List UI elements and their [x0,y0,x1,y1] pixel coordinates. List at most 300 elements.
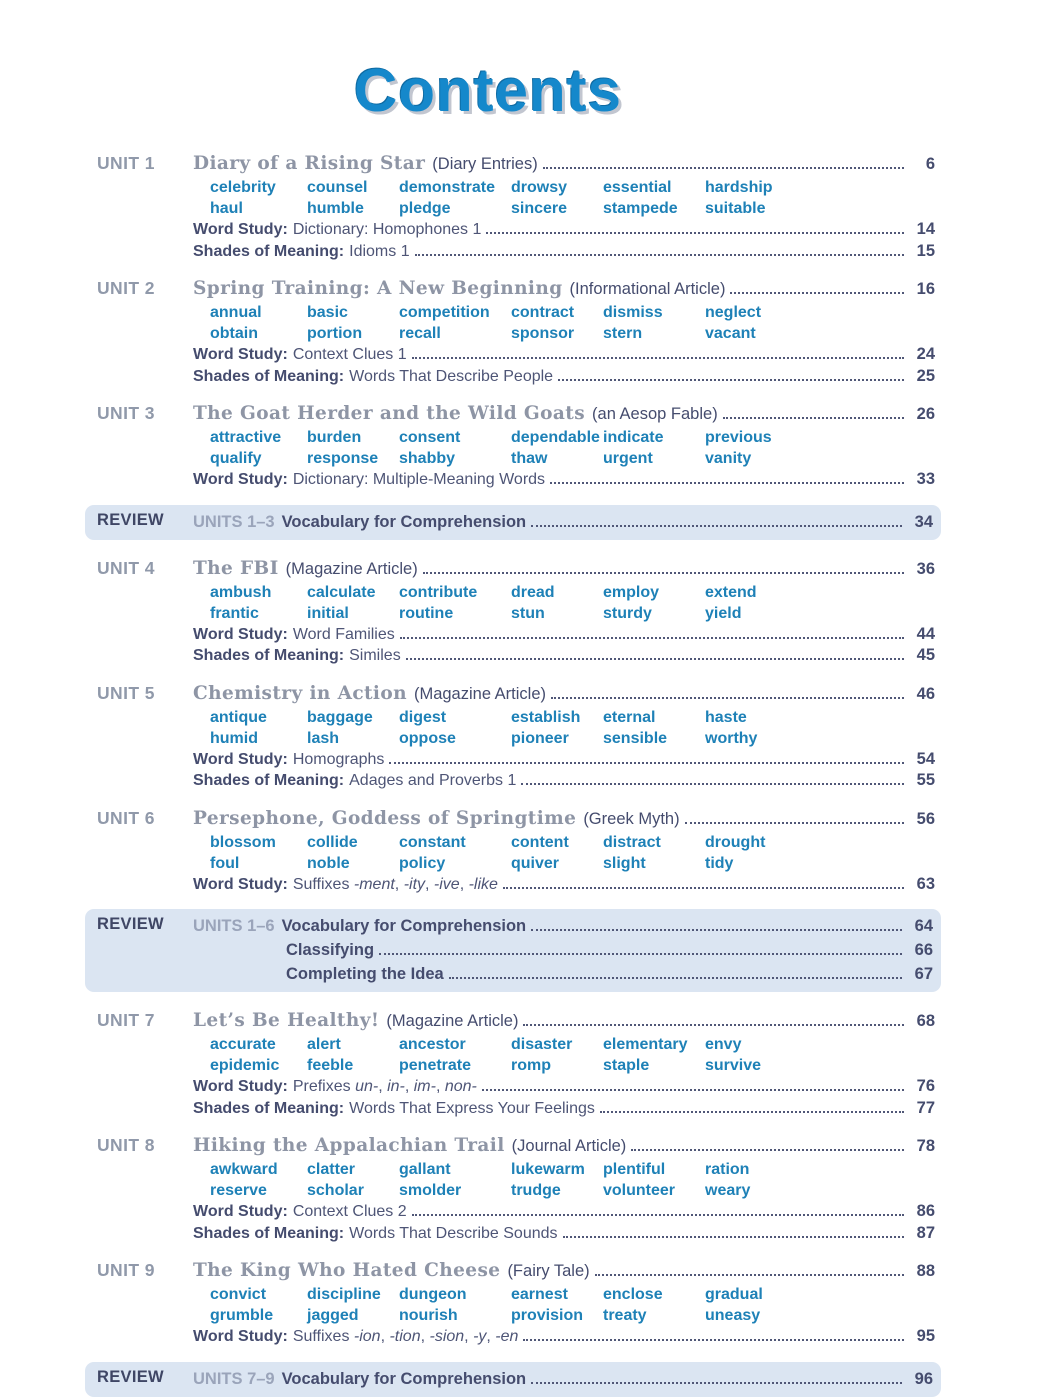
vocab-word: content [511,833,569,851]
page-number: 16 [916,280,935,298]
study-label: Word Study: [193,750,288,768]
vocab-word: reserve [210,1182,267,1199]
vocab-word: quiver [511,854,560,872]
study-segment: Dictionary: Multiple-Meaning Words [292,471,546,488]
study-segment: Adages and Proverbs 1 [349,772,517,789]
vocab-word: burden [307,429,362,446]
unit-title-line [193,1133,935,1159]
vocab-word: distract [603,833,661,851]
vocab-word: dismiss [603,304,663,321]
vocab-word: previous [705,429,772,446]
page-number: 25 [916,366,935,385]
vocab-word: treaty [603,1307,647,1324]
vocab-word: plentiful [603,1161,666,1178]
study-label: Shades of Meaning: [193,1224,345,1242]
study-label: Word Study: [193,875,288,893]
study-line [193,1098,935,1120]
study-text [349,366,553,388]
study-label: Shades of Meaning: [193,242,345,260]
vocab-word-row [193,198,935,219]
page-number: 68 [916,1012,935,1030]
vocab-word: hardship [705,179,773,196]
study-segment: , [464,1328,474,1345]
study-segment: , [394,875,404,893]
review-entry [85,1362,941,1397]
study-line [193,1076,935,1098]
study-line [193,1201,935,1223]
vocab-word: baggage [307,708,373,726]
leader-dots [543,167,904,169]
study-label: Word Study: [193,625,288,643]
vocab-word: oppose [399,729,456,747]
vocab-word: celebrity [210,179,276,196]
page-number: 78 [916,1137,935,1155]
vocab-word: indicate [603,429,664,446]
unit-genre: (Magazine Article) [413,684,547,703]
review-row-text: Vocabulary for Comprehension [281,512,527,531]
unit-title-line [193,681,935,707]
vocab-word: jagged [307,1307,359,1324]
study-text [293,874,498,896]
study-text [349,770,516,792]
page-number: 45 [916,646,935,664]
unit-content [193,151,935,262]
study-line [193,219,935,241]
vocab-word: blossom [210,833,276,851]
study-segment: Context Clues 1 [292,346,407,363]
page-number: 64 [914,917,933,935]
leader-dots [595,1274,904,1276]
study-segment: Similes [349,647,401,664]
leader-dots [449,977,902,979]
vocab-word: clatter [307,1161,356,1178]
vocab-word-row [193,323,935,344]
page-number: 36 [916,559,935,578]
study-segment: im- [413,1078,436,1095]
study-segment: , [404,1078,414,1095]
study-label: Shades of Meaning: [193,772,345,789]
unit-number-label: UNIT 6 [97,807,155,828]
study-segment: Dictionary: Homophones 1 [292,221,482,238]
vocab-word: ration [705,1161,750,1178]
leader-dots [482,1089,904,1091]
unit-genre: (Magazine Article) [285,559,418,578]
study-segment: , [435,1078,445,1095]
leader-dots [531,929,902,931]
unit-genre: (Magazine Article) [386,1012,519,1030]
unit-number-label: UNIT 5 [97,682,155,703]
vocab-word-row [193,728,935,749]
vocab-word-row [193,1034,935,1055]
vocab-word: foul [210,854,240,872]
vocab-word: sincere [511,200,568,217]
leader-dots [503,887,904,889]
study-label: Shades of Meaning: [193,367,345,385]
unit-title-line [193,151,935,177]
vocab-word: attractive [210,429,282,446]
study-line [193,366,935,388]
study-line [193,645,935,667]
page-title: Contents [354,57,622,124]
page-number: 86 [916,1202,935,1220]
study-segment: Words That Describe People [349,367,554,385]
study-segment: -y [473,1328,487,1345]
vocab-word: dungeon [399,1286,467,1303]
study-label: Word Study: [193,1078,288,1095]
study-segment: Words That Describe Sounds [349,1224,558,1242]
unit-entry [97,1258,935,1348]
review-row-text: Completing the Idea [286,965,444,983]
vocab-word: lash [307,729,340,747]
vocab-word: disaster [511,1036,573,1053]
vocab-word: vacant [705,325,756,342]
page-number: 96 [914,1369,933,1388]
vocab-word: stampede [603,200,678,217]
vocab-word: staple [603,1057,650,1074]
unit-genre: (Diary Entries) [432,155,538,173]
unit-genre: (Journal Article) [511,1137,627,1155]
study-line [193,1223,935,1245]
vocab-word: noble [307,854,350,872]
vocab-word-row [193,302,935,323]
study-text [293,624,395,646]
review-row-text: Vocabulary for Comprehension [281,1369,527,1388]
unit-entry [97,1133,935,1244]
study-line [193,344,935,366]
vocab-word: frantic [210,604,259,622]
study-segment: , [486,1328,496,1345]
vocab-word: feeble [307,1057,354,1074]
vocab-word: trudge [511,1182,561,1199]
review-label: REVIEW [97,510,164,529]
vocab-word: yield [705,604,742,622]
vocab-word: tidy [705,854,734,872]
study-line [193,1326,935,1348]
vocab-word: alert [307,1036,341,1053]
page-number: 46 [916,684,935,703]
vocab-word: gallant [399,1161,451,1178]
vocab-word: eternal [603,708,656,726]
study-segment: -like [468,875,498,893]
vocab-word: extend [705,583,757,601]
study-segment: -ity [403,875,426,893]
vocab-word: establish [511,708,581,726]
vocab-word: penetrate [399,1057,472,1074]
vocab-word: weary [705,1182,751,1199]
page-number: 44 [916,624,935,643]
page-number: 54 [916,749,935,768]
vocab-word: dependable [511,429,600,446]
vocab-word-row [193,1284,935,1305]
page-number: 88 [916,1262,935,1280]
vocab-word-row [193,1055,935,1076]
study-text [293,469,545,491]
study-line [193,241,935,263]
study-text [349,645,401,667]
unit-genre: (an Aesop Fable) [592,405,718,423]
review-row [193,510,933,534]
vocab-word: sturdy [603,604,652,622]
review-units-range: UNITS 1–6 [193,917,275,935]
study-label: Word Study: [193,1203,288,1220]
unit-title: Persephone, Goddess of Springtime [193,807,577,829]
unit-title-line [193,1258,935,1284]
unit-content [193,1133,935,1244]
vocab-word: calculate [307,583,376,601]
vocab-word: dread [511,583,555,601]
toc-list [97,151,935,1397]
vocab-word-row [193,707,935,728]
vocab-word-row [193,582,935,603]
vocab-word: annual [210,304,262,321]
review-row [193,938,933,962]
unit-genre: (Fairy Tale) [507,1262,590,1280]
unit-content [193,276,935,387]
vocab-word: envy [705,1036,742,1053]
leader-dots [531,525,902,527]
vocab-word: uneasy [705,1307,761,1324]
vocab-word: policy [399,854,446,872]
unit-title: The Goat Herder and the Wild Goats [193,403,586,424]
page-number: 34 [914,512,933,531]
page-number: 15 [916,241,935,260]
study-segment: Word Families [292,625,395,643]
vocab-word: drought [705,833,766,851]
study-text [293,1326,519,1348]
study-text [293,344,407,366]
page-number: 76 [916,1077,935,1095]
leader-dots [486,232,904,234]
vocab-word: discipline [307,1286,381,1303]
vocab-word: urgent [603,450,653,467]
page-number: 87 [916,1223,935,1242]
review-row [193,962,933,986]
unit-number-label: UNIT 8 [97,1135,155,1155]
vocab-word: slight [603,854,646,872]
vocab-word: pledge [399,200,451,217]
page-number: 77 [916,1098,935,1117]
study-segment: Suffixes [292,875,354,893]
vocab-word: neglect [705,304,762,321]
study-label: Word Study: [193,221,288,238]
unit-title-line [193,556,935,582]
page-number: 63 [916,874,935,893]
study-segment: -tion [389,1328,421,1345]
study-text [349,241,409,263]
study-text [293,219,482,241]
study-line [193,624,935,646]
vocab-word: volunteer [603,1182,676,1199]
vocab-word: collide [307,833,358,851]
leader-dots [563,1236,904,1238]
vocab-word: earnest [511,1286,568,1303]
review-entry [85,505,941,540]
vocab-word: competition [399,304,490,321]
vocab-word: smolder [399,1182,462,1199]
unit-title-line [193,806,935,832]
vocab-word: shabby [399,450,456,467]
study-segment: Suffixes [292,1328,354,1345]
page-number: 56 [916,809,935,828]
unit-title: The FBI [193,557,279,579]
study-segment: -ment [353,875,395,893]
study-line [193,770,935,792]
study-segment: in- [387,1078,405,1095]
leader-dots [523,1024,904,1026]
unit-content [193,401,935,491]
vocab-word: portion [307,325,363,342]
vocab-word: recall [399,325,441,342]
leader-dots [423,572,904,574]
vocab-word: basic [307,304,348,321]
study-segment: non- [444,1078,477,1095]
unit-genre: (Informational Article) [569,280,726,298]
study-label: Word Study: [193,1328,288,1345]
review-label: REVIEW [97,915,164,933]
unit-entry [97,276,935,387]
leader-dots [389,762,904,764]
unit-entry [97,681,935,792]
vocab-word: ancestor [399,1036,466,1053]
leader-dots [600,1111,904,1113]
study-label: Shades of Meaning: [193,1099,345,1117]
vocab-word: antique [210,708,267,726]
leader-dots [415,254,904,256]
leader-dots [523,1339,904,1341]
vocab-word-row [193,832,935,853]
study-text [293,749,385,771]
unit-title: Chemistry in Action [193,682,407,704]
study-line [193,749,935,771]
study-segment: Context Clues 2 [292,1203,407,1220]
vocab-word: provision [511,1307,584,1324]
page-number: 95 [916,1327,935,1345]
vocab-word: gradual [705,1286,763,1303]
study-label: Word Study: [193,471,288,488]
vocab-word: digest [399,708,447,726]
vocab-word-row [193,853,935,874]
vocab-word: lukewarm [511,1161,585,1178]
study-text [349,1098,595,1120]
review-entry [85,909,941,992]
vocab-word: counsel [307,179,368,196]
unit-number-label: UNIT 3 [97,403,155,423]
vocab-word-row [193,1305,935,1326]
vocab-word: grumble [210,1307,274,1324]
review-rows [193,914,933,986]
vocab-word: obtain [210,325,258,342]
vocab-word: sensible [603,729,668,747]
vocab-word: vanity [705,450,752,467]
unit-title: Diary of a Rising Star [193,153,426,174]
vocab-word: nourish [399,1307,458,1324]
unit-entry [97,151,935,262]
review-label: REVIEW [97,1367,164,1386]
vocab-word: humid [210,729,258,747]
study-segment: , [425,875,434,893]
leader-dots [406,658,904,660]
leader-dots [521,783,904,785]
review-row [193,1367,933,1391]
study-segment: Idioms 1 [349,242,410,260]
unit-entry [97,556,935,667]
study-text [293,1076,477,1098]
vocab-word: romp [511,1057,551,1074]
study-segment: , [420,1328,430,1345]
review-rows [193,510,933,534]
vocab-word: response [307,450,379,467]
unit-title: Spring Training: A New Beginning [193,278,563,299]
vocab-word: haste [705,708,747,726]
page-number: 6 [925,155,935,173]
vocab-word: constant [399,833,466,851]
vocab-word: stern [603,325,643,342]
page-number: 67 [914,965,933,983]
study-line [193,874,935,896]
study-segment: Prefixes [292,1078,356,1095]
vocab-word: contract [511,304,575,321]
leader-dots [412,357,904,359]
unit-genre: (Greek Myth) [583,809,680,828]
leader-dots [723,417,904,419]
study-text [293,1201,407,1223]
leader-dots [685,822,904,824]
unit-title: The King Who Hated Cheese [193,1260,501,1281]
leader-dots [550,482,904,484]
unit-content [193,806,935,896]
study-segment: -en [495,1328,519,1345]
vocab-word: humble [307,200,364,217]
leader-dots [412,1214,904,1216]
unit-content [193,681,935,792]
vocab-word: pioneer [511,729,569,747]
unit-title: Hiking the Appalachian Trail [193,1135,505,1156]
review-row-text: Vocabulary for Comprehension [281,917,527,935]
page-number: 55 [916,771,935,789]
vocab-word: awkward [210,1161,278,1178]
study-segment: Words That Express Your Feelings [349,1099,595,1117]
study-segment: -ive [433,875,460,893]
unit-content [193,556,935,667]
vocab-word-row [193,603,935,624]
leader-dots [558,379,904,381]
page-number: 66 [914,941,933,959]
study-segment: -ion [353,1328,381,1345]
study-segment: un- [355,1078,379,1095]
study-segment: , [378,1078,388,1095]
study-label: Shades of Meaning: [193,647,345,664]
unit-title: Let’s Be Healthy! [193,1010,380,1031]
leader-dots [531,1382,902,1384]
vocab-word: accurate [210,1036,276,1053]
page-number: 26 [916,405,935,423]
vocab-word-row [193,448,935,469]
review-row-text: Classifying [286,941,375,959]
vocab-word: haul [210,200,243,217]
study-segment: -sion [429,1328,465,1345]
vocab-word: elementary [603,1036,688,1053]
vocab-word: routine [399,604,454,622]
vocab-word: scholar [307,1182,364,1199]
vocab-word: worthy [705,729,758,747]
unit-content [193,1008,935,1119]
leader-dots [631,1149,904,1151]
vocab-word: qualify [210,450,262,467]
vocab-word: demonstrate [399,179,496,196]
vocab-word: sponsor [511,325,575,342]
leader-dots [379,953,902,955]
page-number: 33 [916,470,935,488]
